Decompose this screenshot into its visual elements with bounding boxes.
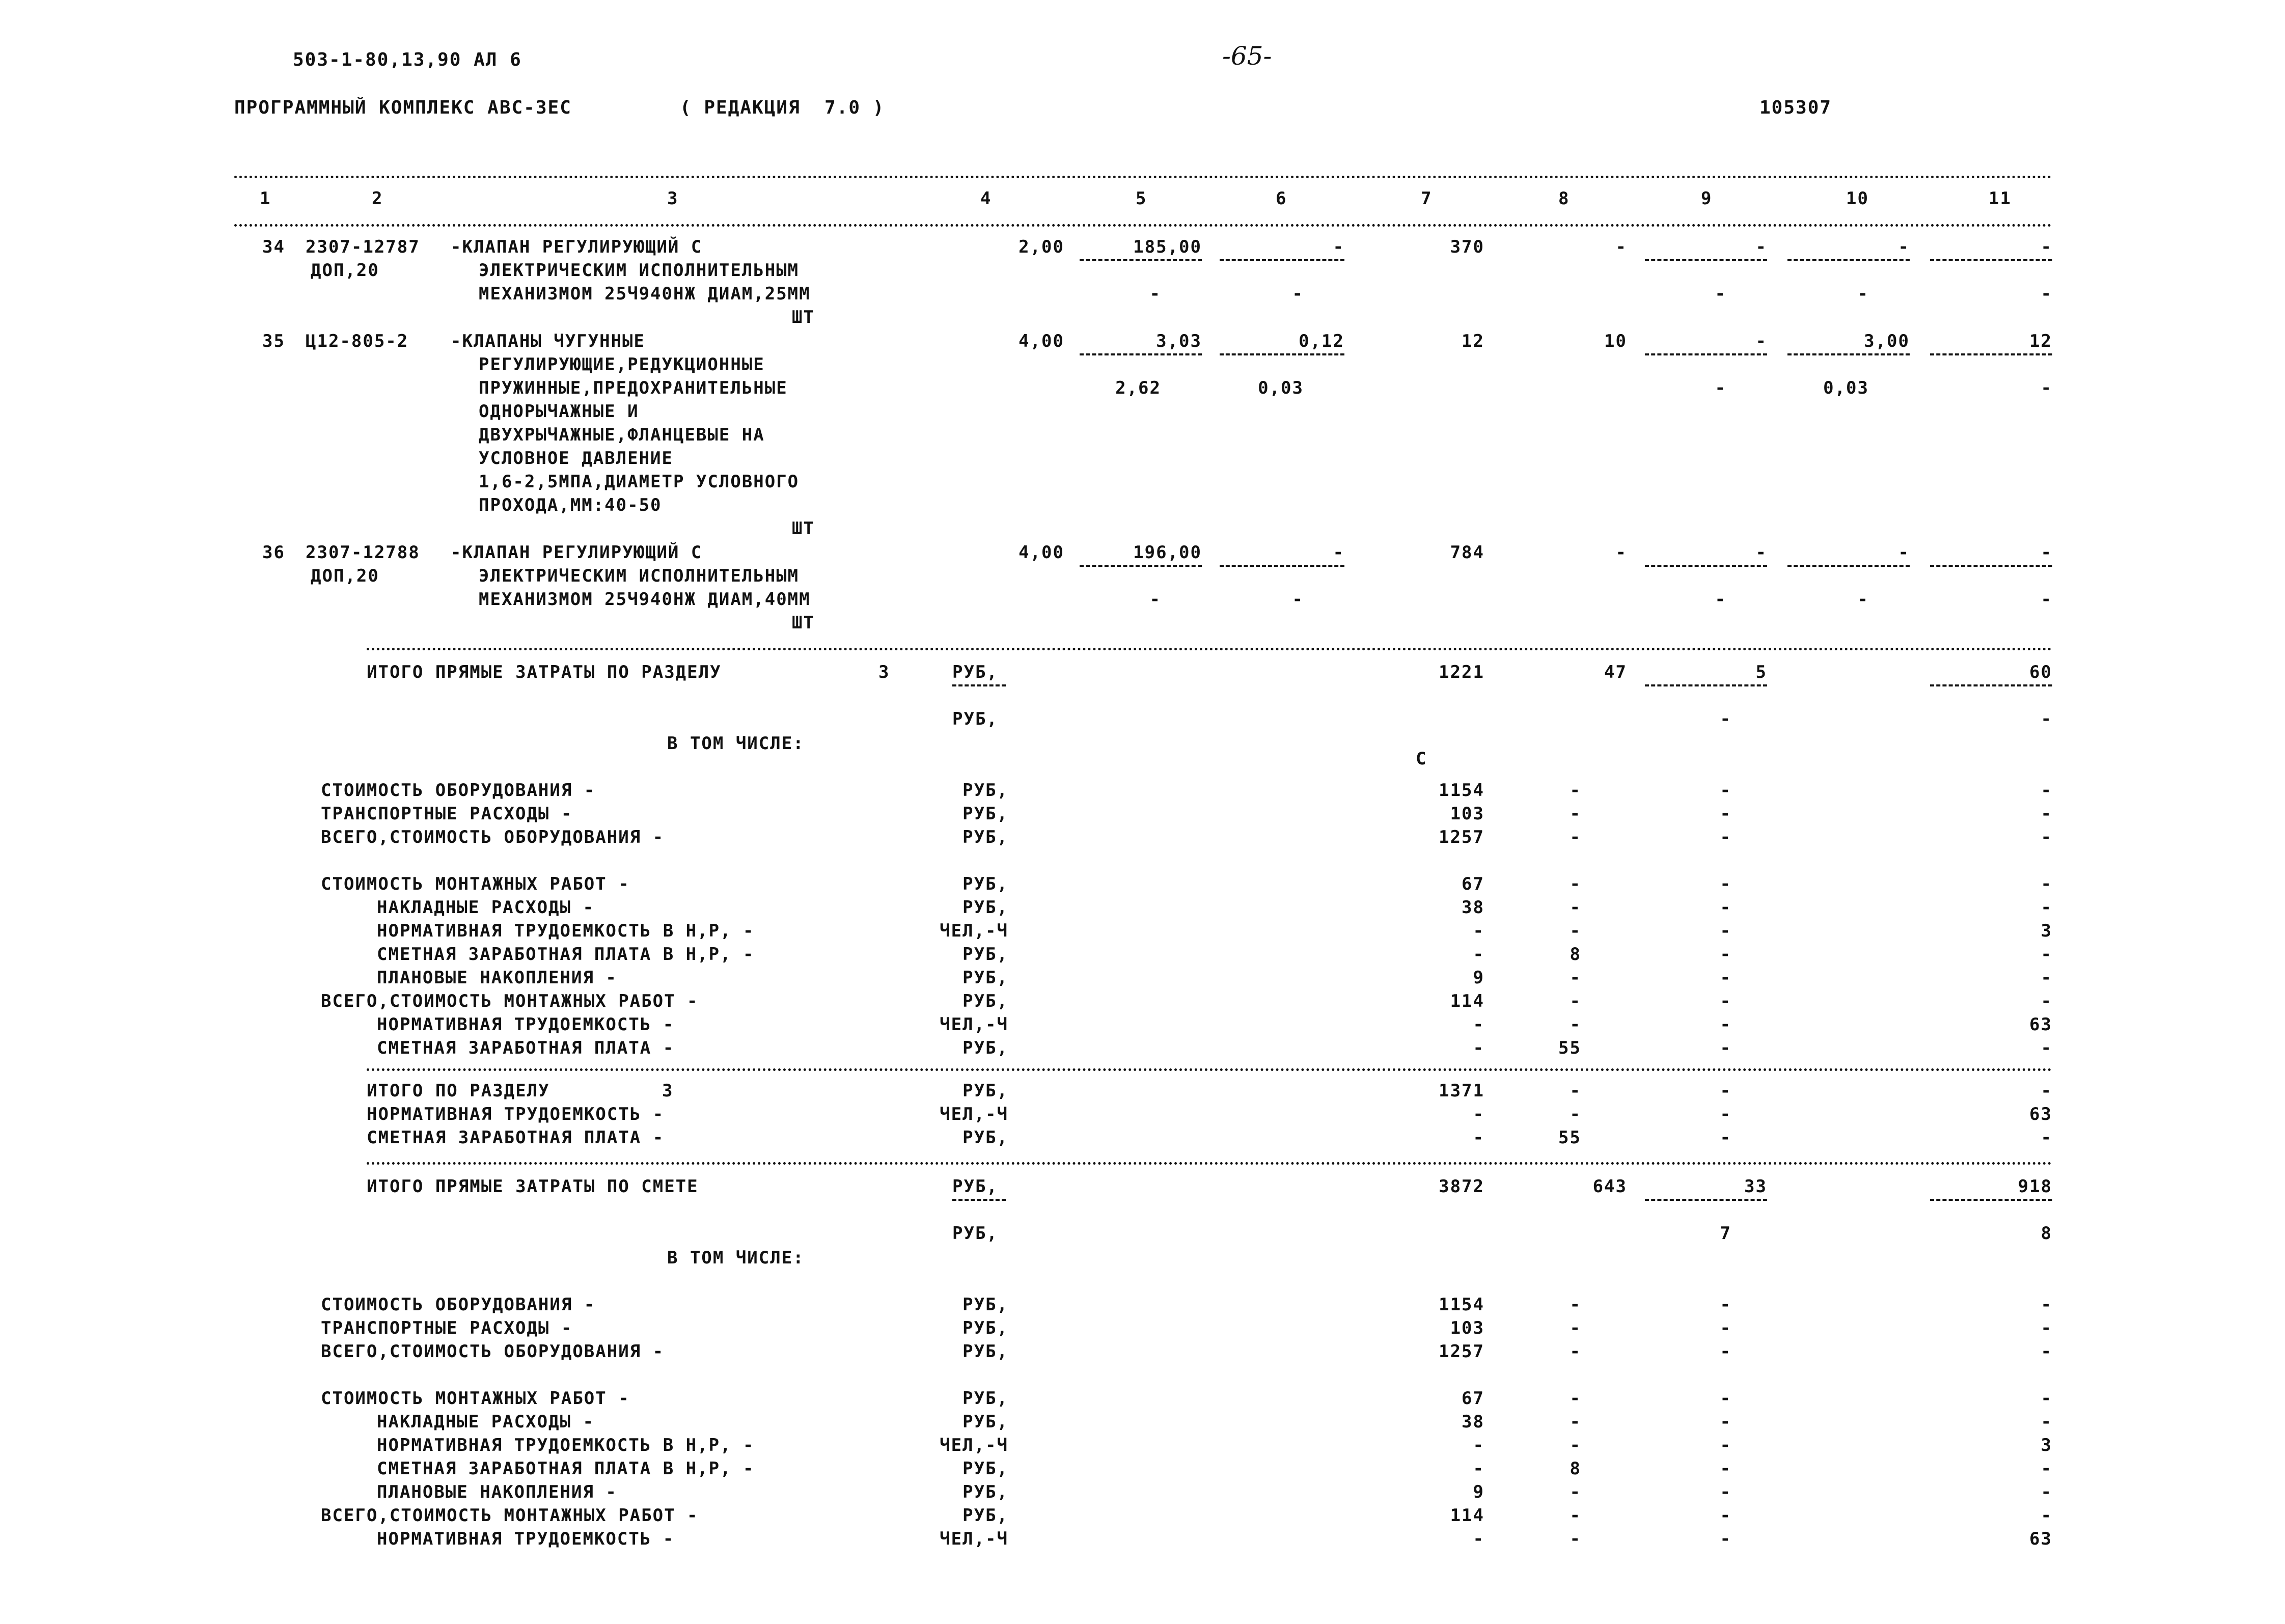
section-breakdown-labor: 63 bbox=[2029, 1014, 2052, 1035]
section-total-rule bbox=[367, 648, 2052, 650]
item-unit-wage-machine: 0,03 bbox=[1258, 378, 1304, 398]
estimate-total-subrule-c9 bbox=[1645, 1199, 1767, 1201]
section-breakdown-machine: - bbox=[1720, 991, 1731, 1011]
column-header-8: 8 bbox=[1558, 188, 1570, 209]
section-summary-wage: 55 bbox=[1558, 1127, 1581, 1148]
column-header-5: 5 bbox=[1136, 188, 1147, 209]
item-machine-labor: - bbox=[1857, 284, 1869, 304]
section-breakdown-wage: - bbox=[1570, 804, 1581, 824]
estimate-breakdown-label: ВСЕГО,СТОИМОСТЬ МОНТАЖНЫХ РАБОТ - bbox=[321, 1505, 699, 1526]
estimate-breakdown-machine: - bbox=[1720, 1529, 1731, 1549]
section-breakdown-machine: - bbox=[1720, 827, 1731, 847]
column-header-6: 6 bbox=[1276, 188, 1287, 209]
item-unit-wage: - bbox=[1333, 237, 1344, 257]
estimate-breakdown-cost: 67 bbox=[1462, 1388, 1484, 1409]
section-breakdown-cost: - bbox=[1473, 944, 1484, 965]
column-header-7: 7 bbox=[1421, 188, 1433, 209]
estimate-breakdown-label: НАКЛАДНЫЕ РАСХОДЫ - bbox=[377, 1412, 594, 1432]
section-summary-machine: - bbox=[1720, 1127, 1731, 1148]
estimate-breakdown-wage: - bbox=[1570, 1435, 1581, 1455]
column-header-11: 11 bbox=[1989, 188, 2012, 209]
section-summary-label: НОРМАТИВНАЯ ТРУДОЕМКОСТЬ - bbox=[367, 1104, 665, 1124]
item-machine-labor-total: - bbox=[2041, 589, 2052, 610]
section-breakdown-labor: - bbox=[2041, 991, 2052, 1011]
estimate-breakdown-cost: 103 bbox=[1450, 1318, 1484, 1338]
item-description-line: 1,6-2,5МПА,ДИАМЕТР УСЛОВНОГО bbox=[479, 472, 800, 492]
item-subrule-c9 bbox=[1645, 565, 1767, 567]
column-header-1: 1 bbox=[260, 188, 271, 209]
section-breakdown-machine: - bbox=[1720, 944, 1731, 965]
section-breakdown-labor: - bbox=[2041, 968, 2052, 988]
item-wage-total: - bbox=[1615, 542, 1627, 563]
estimate-breakdown-wage: - bbox=[1570, 1318, 1581, 1338]
item-description-line: МЕХАНИЗМОМ 25Ч940НЖ ДИАМ,40ММ bbox=[479, 589, 811, 610]
section-summary-unit: ЧЕЛ,-Ч bbox=[940, 1104, 1008, 1124]
section-breakdown-unit: РУБ, bbox=[962, 897, 1008, 918]
item-machine-cost: - bbox=[1755, 237, 1767, 257]
section-breakdown-cost: - bbox=[1473, 921, 1484, 941]
table-top-rule bbox=[234, 176, 2052, 178]
item-rate-code-suffix: ДОП,20 bbox=[311, 566, 379, 586]
estimate-breakdown-wage: 8 bbox=[1570, 1458, 1581, 1479]
estimate-breakdown-labor: 63 bbox=[2029, 1529, 2052, 1549]
section-breakdown-label: СТОИМОСТЬ МОНТАЖНЫХ РАБОТ - bbox=[321, 874, 630, 894]
item-subrule-c9 bbox=[1645, 353, 1767, 355]
estimate-total-wage: 643 bbox=[1592, 1176, 1627, 1197]
section-breakdown-wage: - bbox=[1570, 897, 1581, 918]
item-quantity: 4,00 bbox=[1018, 331, 1064, 351]
program-edition: ( РЕДАКЦИЯ 7.0 ) bbox=[680, 97, 885, 118]
estimate-breakdown-labor: - bbox=[2041, 1341, 2052, 1362]
section-total-label: ИТОГО ПРЯМЫЕ ЗАТРАТЫ ПО РАЗДЕЛУ bbox=[367, 662, 722, 682]
section-breakdown-unit: РУБ, bbox=[962, 944, 1008, 965]
section-breakdown-unit: РУБ, bbox=[962, 804, 1008, 824]
section-breakdown-cost: - bbox=[1473, 1038, 1484, 1058]
item-labor-rate: 3,00 bbox=[1864, 331, 1910, 351]
estimate-total-label: ИТОГО ПРЯМЫЕ ЗАТРАТЫ ПО СМЕТЕ bbox=[367, 1176, 699, 1197]
section-breakdown-cost: 9 bbox=[1473, 968, 1484, 988]
estimate-breakdown-label: НОРМАТИВНАЯ ТРУДОЕМКОСТЬ - bbox=[377, 1529, 675, 1549]
section-breakdown-labor: - bbox=[2041, 780, 2052, 801]
section-breakdown-unit: ЧЕЛ,-Ч bbox=[940, 1014, 1008, 1035]
including-label: В ТОМ ЧИСЛЕ: bbox=[667, 733, 805, 754]
section-breakdown-label: НОРМАТИВНАЯ ТРУДОЕМКОСТЬ - bbox=[377, 1014, 675, 1035]
item-rate-code: Ц12-805-2 bbox=[306, 331, 409, 351]
reference-number: 105307 bbox=[1759, 97, 1832, 118]
column-header-10: 10 bbox=[1846, 188, 1869, 209]
estimate-breakdown-cost: 38 bbox=[1462, 1412, 1484, 1432]
estimate-breakdown-unit: РУБ, bbox=[962, 1388, 1008, 1409]
item-machine-cost: - bbox=[1755, 542, 1767, 563]
item-subrule-c10 bbox=[1787, 353, 1910, 355]
estimate-breakdown-machine: - bbox=[1720, 1341, 1731, 1362]
section-breakdown-labor: - bbox=[2041, 804, 2052, 824]
section-breakdown-labor: - bbox=[2041, 1038, 2052, 1058]
section-breakdown-unit: РУБ, bbox=[962, 780, 1008, 801]
section-summary-wage: - bbox=[1570, 1104, 1581, 1124]
item-description-line: ДВУХРЫЧАЖНЫЕ,ФЛАНЦЕВЫЕ НА bbox=[479, 425, 765, 445]
section-summary-cost: 1371 bbox=[1439, 1081, 1484, 1101]
item-labor-rate: - bbox=[1898, 237, 1910, 257]
estimate-breakdown-unit: РУБ, bbox=[962, 1341, 1008, 1362]
section-summary-machine: - bbox=[1720, 1081, 1731, 1101]
estimate-breakdown-wage: - bbox=[1570, 1388, 1581, 1409]
estimate-total-labor: 918 bbox=[2018, 1176, 2052, 1197]
estimate-breakdown-wage: - bbox=[1570, 1505, 1581, 1526]
page-number: -65- bbox=[1222, 41, 1272, 71]
estimate-breakdown-labor: - bbox=[2041, 1505, 2052, 1526]
column-header-9: 9 bbox=[1701, 188, 1713, 209]
section-breakdown-unit: РУБ, bbox=[962, 991, 1008, 1011]
estimate-breakdown-wage: - bbox=[1570, 1412, 1581, 1432]
item-machine-labor-total: - bbox=[2041, 284, 2052, 304]
section-breakdown-cost: 103 bbox=[1450, 804, 1484, 824]
item-total-cost: 370 bbox=[1450, 237, 1484, 257]
section-total-machine-wage: - bbox=[1720, 709, 1731, 729]
section-total-machine: 5 bbox=[1755, 662, 1767, 682]
section-summary-cost: - bbox=[1473, 1127, 1484, 1148]
estimate-breakdown-cost: 9 bbox=[1473, 1482, 1484, 1502]
section-breakdown-machine: - bbox=[1720, 780, 1731, 801]
estimate-breakdown-unit: РУБ, bbox=[962, 1482, 1008, 1502]
item-description-line: -КЛАПАН РЕГУЛИРУЮЩИЙ С bbox=[451, 542, 703, 563]
section-summary-label: ИТОГО ПО РАЗДЕЛУ bbox=[367, 1081, 550, 1101]
estimate-breakdown-machine: - bbox=[1720, 1295, 1731, 1315]
section-summary-number: 3 bbox=[662, 1081, 674, 1101]
item-description-line: -КЛАПАНЫ ЧУГУННЫЕ bbox=[451, 331, 645, 351]
item-machine-labor: - bbox=[1857, 589, 1869, 610]
section-breakdown-label: СМЕТНАЯ ЗАРАБОТНАЯ ПЛАТА В Н,Р, - bbox=[377, 944, 755, 965]
item-machine-cost: - bbox=[1755, 331, 1767, 351]
section-summary-unit: РУБ, bbox=[962, 1081, 1008, 1101]
section-total-subrule-c9 bbox=[1645, 684, 1767, 686]
section-breakdown-wage: - bbox=[1570, 827, 1581, 847]
section-breakdown-machine: - bbox=[1720, 921, 1731, 941]
section-breakdown-wage: - bbox=[1570, 874, 1581, 894]
estimate-total-cost: 3872 bbox=[1439, 1176, 1484, 1197]
item-subrule-c5 bbox=[1080, 259, 1202, 261]
item-total-cost: 784 bbox=[1450, 542, 1484, 563]
item-description-line: ОДНОРЫЧАЖНЫЕ И bbox=[479, 401, 639, 422]
section-total-wage: 47 bbox=[1604, 662, 1627, 682]
item-description-line: МЕХАНИЗМОМ 25Ч940НЖ ДИАМ,25ММ bbox=[479, 284, 811, 304]
item-labor-total: 12 bbox=[2029, 331, 2052, 351]
section-breakdown-wage: - bbox=[1570, 780, 1581, 801]
section-total-machine-labor: - bbox=[2041, 709, 2052, 729]
estimate-breakdown-labor: - bbox=[2041, 1412, 2052, 1432]
item-unit-wage: 0,12 bbox=[1299, 331, 1344, 351]
section-breakdown-wage: - bbox=[1570, 968, 1581, 988]
item-subrule-c6 bbox=[1220, 353, 1344, 355]
estimate-breakdown-wage: - bbox=[1570, 1341, 1581, 1362]
item-unit-wage-machine: - bbox=[1292, 589, 1304, 610]
item-description-line: УСЛОВНОЕ ДАВЛЕНИЕ bbox=[479, 448, 673, 469]
estimate-total-unit: РУБ, bbox=[952, 1176, 998, 1197]
section-breakdown-label: ПЛАНОВЫЕ НАКОПЛЕНИЯ - bbox=[377, 968, 617, 988]
item-unit: ШТ bbox=[792, 518, 815, 539]
estimate-breakdown-unit: ЧЕЛ,-Ч bbox=[940, 1435, 1008, 1455]
section-breakdown-wage: - bbox=[1570, 921, 1581, 941]
item-number: 35 bbox=[262, 331, 285, 351]
section-breakdown-cost: 38 bbox=[1462, 897, 1484, 918]
column-header-3: 3 bbox=[667, 188, 679, 209]
section-total-unit: РУБ, bbox=[952, 662, 998, 682]
section-total-number: 3 bbox=[878, 662, 890, 682]
table-header-rule bbox=[234, 224, 2052, 227]
estimate-breakdown-label: ТРАНСПОРТНЫЕ РАСХОДЫ - bbox=[321, 1318, 573, 1338]
section-breakdown-label: ТРАНСПОРТНЫЕ РАСХОДЫ - bbox=[321, 804, 573, 824]
program-name: ПРОГРАММНЫЙ КОМПЛЕКС АВС-3ЕС bbox=[234, 97, 572, 118]
section-summary-label: СМЕТНАЯ ЗАРАБОТНАЯ ПЛАТА - bbox=[367, 1127, 665, 1148]
section-summary-cost: - bbox=[1473, 1104, 1484, 1124]
estimate-breakdown-cost: 1257 bbox=[1439, 1341, 1484, 1362]
item-unit-price-machine: - bbox=[1149, 284, 1161, 304]
item-subrule-c11 bbox=[1930, 353, 2052, 355]
section-breakdown-unit: ЧЕЛ,-Ч bbox=[940, 921, 1008, 941]
section-breakdown-label: НАКЛАДНЫЕ РАСХОДЫ - bbox=[377, 897, 594, 918]
section-breakdown-machine: - bbox=[1720, 1014, 1731, 1035]
estimate-breakdown-cost: 114 bbox=[1450, 1505, 1484, 1526]
item-unit-price-machine: 2,62 bbox=[1115, 378, 1161, 398]
estimate-breakdown-machine: - bbox=[1720, 1318, 1731, 1338]
section-breakdown-labor: 3 bbox=[2041, 921, 2052, 941]
section-breakdown-unit: РУБ, bbox=[962, 1038, 1008, 1058]
estimate-breakdown-label: СМЕТНАЯ ЗАРАБОТНАЯ ПЛАТА В Н,Р, - bbox=[377, 1458, 755, 1479]
section-summary-rule bbox=[367, 1068, 2052, 1071]
estimate-breakdown-label: ПЛАНОВЫЕ НАКОПЛЕНИЯ - bbox=[377, 1482, 617, 1502]
section-breakdown-cost: 67 bbox=[1462, 874, 1484, 894]
section-total-labor: 60 bbox=[2029, 662, 2052, 682]
handwritten-mark: С bbox=[1416, 749, 1427, 769]
estimate-total-unit-2: РУБ, bbox=[952, 1223, 998, 1244]
estimate-breakdown-wage: - bbox=[1570, 1482, 1581, 1502]
section-summary-machine: - bbox=[1720, 1104, 1731, 1124]
section-summary-wage: - bbox=[1570, 1081, 1581, 1101]
item-unit-price-machine: - bbox=[1149, 589, 1161, 610]
item-description-line: ЭЛЕКТРИЧЕСКИМ ИСПОЛНИТЕЛЬНЫМ bbox=[479, 566, 800, 586]
section-breakdown-label: СТОИМОСТЬ ОБОРУДОВАНИЯ - bbox=[321, 780, 596, 801]
section-breakdown-machine: - bbox=[1720, 968, 1731, 988]
section-breakdown-label: ВСЕГО,СТОИМОСТЬ МОНТАЖНЫХ РАБОТ - bbox=[321, 991, 699, 1011]
estimate-total-machine: 33 bbox=[1744, 1176, 1767, 1197]
item-unit: ШТ bbox=[792, 613, 815, 633]
estimate-breakdown-label: СТОИМОСТЬ МОНТАЖНЫХ РАБОТ - bbox=[321, 1388, 630, 1409]
item-unit-price: 196,00 bbox=[1133, 542, 1202, 563]
section-breakdown-unit: РУБ, bbox=[962, 968, 1008, 988]
estimate-breakdown-machine: - bbox=[1720, 1482, 1731, 1502]
item-rate-code-suffix: ДОП,20 bbox=[311, 260, 379, 281]
item-wage-total: - bbox=[1615, 237, 1627, 257]
estimate-breakdown-machine: - bbox=[1720, 1505, 1731, 1526]
estimate-breakdown-cost: - bbox=[1473, 1458, 1484, 1479]
item-description-line: РЕГУЛИРУЮЩИЕ,РЕДУКЦИОННЫЕ bbox=[479, 354, 765, 375]
section-breakdown-labor: - bbox=[2041, 827, 2052, 847]
estimate-breakdown-unit: РУБ, bbox=[962, 1505, 1008, 1526]
estimate-breakdown-unit: ЧЕЛ,-Ч bbox=[940, 1529, 1008, 1549]
estimate-breakdown-cost: 1154 bbox=[1439, 1295, 1484, 1315]
item-unit-wage: - bbox=[1333, 542, 1344, 563]
item-number: 34 bbox=[262, 237, 285, 257]
estimate-breakdown-machine: - bbox=[1720, 1388, 1731, 1409]
item-machine-wage: - bbox=[1715, 589, 1726, 610]
item-unit-price: 3,03 bbox=[1156, 331, 1202, 351]
section-breakdown-labor: - bbox=[2041, 897, 2052, 918]
document-code: 503-1-80,13,90 АЛ 6 bbox=[293, 49, 522, 70]
section-breakdown-cost: 114 bbox=[1450, 991, 1484, 1011]
item-description-line: ПРОХОДА,ММ:40-50 bbox=[479, 495, 662, 515]
item-subrule-c6 bbox=[1220, 565, 1344, 567]
section-breakdown-wage: 55 bbox=[1558, 1038, 1581, 1058]
item-unit: ШТ bbox=[792, 307, 815, 327]
estimate-breakdown-unit: РУБ, bbox=[962, 1458, 1008, 1479]
estimate-breakdown-labor: - bbox=[2041, 1318, 2052, 1338]
item-subrule-c11 bbox=[1930, 259, 2052, 261]
item-wage-total: 10 bbox=[1604, 331, 1627, 351]
estimate-breakdown-labor: 3 bbox=[2041, 1435, 2052, 1455]
section-breakdown-machine: - bbox=[1720, 874, 1731, 894]
item-description-line: ЭЛЕКТРИЧЕСКИМ ИСПОЛНИТЕЛЬНЫМ bbox=[479, 260, 800, 281]
item-subrule-c6 bbox=[1220, 259, 1344, 261]
estimate-breakdown-labor: - bbox=[2041, 1388, 2052, 1409]
item-unit-wage-machine: - bbox=[1292, 284, 1304, 304]
item-machine-wage: - bbox=[1715, 378, 1726, 398]
item-subrule-c10 bbox=[1787, 259, 1910, 261]
item-rate-code: 2307-12788 bbox=[306, 542, 420, 563]
estimate-breakdown-machine: - bbox=[1720, 1435, 1731, 1455]
section-summary-labor: - bbox=[2041, 1127, 2052, 1148]
item-subrule-c11 bbox=[1930, 565, 2052, 567]
section-breakdown-cost: 1154 bbox=[1439, 780, 1484, 801]
estimate-breakdown-cost: - bbox=[1473, 1529, 1484, 1549]
estimate-breakdown-machine: - bbox=[1720, 1412, 1731, 1432]
item-labor-total: - bbox=[2041, 542, 2052, 563]
section-breakdown-wage: - bbox=[1570, 991, 1581, 1011]
item-machine-labor: 0,03 bbox=[1823, 378, 1869, 398]
estimate-total-subrule-c11 bbox=[1930, 1199, 2052, 1201]
item-description-line: -КЛАПАН РЕГУЛИРУЮЩИЙ С bbox=[451, 237, 703, 257]
section-breakdown-labor: - bbox=[2041, 874, 2052, 894]
estimate-breakdown-labor: - bbox=[2041, 1295, 2052, 1315]
estimate-breakdown-labor: - bbox=[2041, 1458, 2052, 1479]
estimate-breakdown-wage: - bbox=[1570, 1529, 1581, 1549]
estimate-breakdown-labor: - bbox=[2041, 1482, 2052, 1502]
section-breakdown-unit: РУБ, bbox=[962, 874, 1008, 894]
section-breakdown-machine: - bbox=[1720, 897, 1731, 918]
item-machine-labor-total: - bbox=[2041, 378, 2052, 398]
section-breakdown-wage: - bbox=[1570, 1014, 1581, 1035]
item-quantity: 4,00 bbox=[1018, 542, 1064, 563]
column-header-2: 2 bbox=[372, 188, 383, 209]
estimate-total-machine-labor: 8 bbox=[2041, 1223, 2052, 1244]
section-total-subrule-c11 bbox=[1930, 684, 2052, 686]
section-total-unit-2: РУБ, bbox=[952, 709, 998, 729]
estimate-breakdown-label: НОРМАТИВНАЯ ТРУДОЕМКОСТЬ В Н,Р, - bbox=[377, 1435, 755, 1455]
item-subrule-c10 bbox=[1787, 565, 1910, 567]
estimate-breakdown-wage: - bbox=[1570, 1295, 1581, 1315]
column-header-4: 4 bbox=[980, 188, 992, 209]
estimate-breakdown-unit: РУБ, bbox=[962, 1412, 1008, 1432]
item-machine-wage: - bbox=[1715, 284, 1726, 304]
section-breakdown-label: НОРМАТИВНАЯ ТРУДОЕМКОСТЬ В Н,Р, - bbox=[377, 921, 755, 941]
item-labor-total: - bbox=[2041, 237, 2052, 257]
item-total-cost: 12 bbox=[1462, 331, 1484, 351]
estimate-total-rule bbox=[367, 1162, 2052, 1165]
item-subrule-c9 bbox=[1645, 259, 1767, 261]
item-subrule-c5 bbox=[1080, 565, 1202, 567]
section-summary-labor: - bbox=[2041, 1081, 2052, 1101]
item-quantity: 2,00 bbox=[1018, 237, 1064, 257]
item-description-line: ПРУЖИННЫЕ,ПРЕДОХРАНИТЕЛЬНЫЕ bbox=[479, 378, 788, 398]
section-summary-unit: РУБ, bbox=[962, 1127, 1008, 1148]
section-total-subrule-unit bbox=[952, 684, 1006, 686]
item-unit-price: 185,00 bbox=[1133, 237, 1202, 257]
estimate-total-subrule-unit bbox=[952, 1199, 1006, 1201]
section-summary-labor: 63 bbox=[2029, 1104, 2052, 1124]
estimate-breakdown-label: СТОИМОСТЬ ОБОРУДОВАНИЯ - bbox=[321, 1295, 596, 1315]
section-breakdown-cost: 1257 bbox=[1439, 827, 1484, 847]
estimate-breakdown-cost: - bbox=[1473, 1435, 1484, 1455]
item-rate-code: 2307-12787 bbox=[306, 237, 420, 257]
section-breakdown-cost: - bbox=[1473, 1014, 1484, 1035]
section-breakdown-unit: РУБ, bbox=[962, 827, 1008, 847]
item-number: 36 bbox=[262, 542, 285, 563]
section-breakdown-machine: - bbox=[1720, 804, 1731, 824]
estimate-total-machine-wage: 7 bbox=[1720, 1223, 1731, 1244]
section-breakdown-machine: - bbox=[1720, 1038, 1731, 1058]
estimate-breakdown-unit: РУБ, bbox=[962, 1318, 1008, 1338]
estimate-breakdown-machine: - bbox=[1720, 1458, 1731, 1479]
estimate-breakdown-label: ВСЕГО,СТОИМОСТЬ ОБОРУДОВАНИЯ - bbox=[321, 1341, 665, 1362]
item-subrule-c5 bbox=[1080, 353, 1202, 355]
section-breakdown-labor: - bbox=[2041, 944, 2052, 965]
section-breakdown-label: СМЕТНАЯ ЗАРАБОТНАЯ ПЛАТА - bbox=[377, 1038, 675, 1058]
estimate-breakdown-unit: РУБ, bbox=[962, 1295, 1008, 1315]
section-breakdown-label: ВСЕГО,СТОИМОСТЬ ОБОРУДОВАНИЯ - bbox=[321, 827, 665, 847]
item-labor-rate: - bbox=[1898, 542, 1910, 563]
section-total-cost: 1221 bbox=[1439, 662, 1484, 682]
section-breakdown-wage: 8 bbox=[1570, 944, 1581, 965]
including-label-2: В ТОМ ЧИСЛЕ: bbox=[667, 1248, 805, 1268]
